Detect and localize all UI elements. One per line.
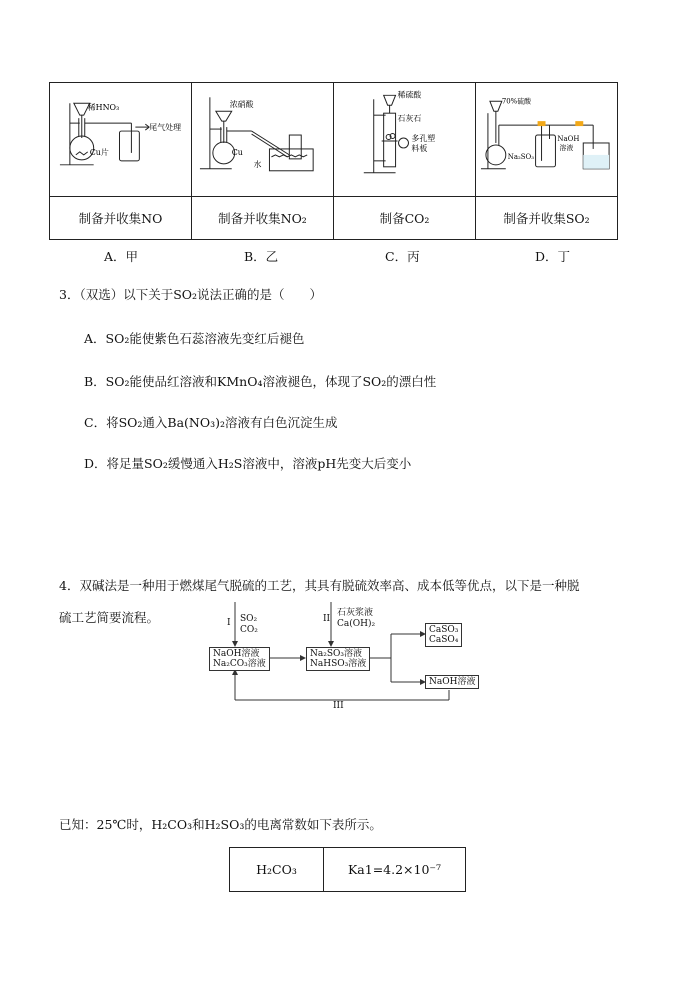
q4-line1: 4．双碱法是一种用于燃煤尾气脱硫的工艺，其具有脱硫效率高、成本低等优点，以下是一种脱 xyxy=(59,578,580,593)
known-text: 已知：25℃时，H₂CO₃和H₂SO₃的电离常数如下表所示。 xyxy=(59,817,382,832)
q4-line2: 硫工艺简要流程。 xyxy=(59,610,160,625)
flow-box2-line2: NaHSO₃溶液 xyxy=(310,659,367,669)
q3-choice-c: C．将SO₂通入Ba(NO₃)₂溶液有白色沉淀生成 xyxy=(84,415,338,430)
label-acid70: 70%硫酸 xyxy=(501,97,532,106)
flow-slurry1: 石灰浆液 xyxy=(337,608,374,618)
apparatus-ding-diagram xyxy=(476,83,617,196)
label-cu: Cu xyxy=(231,147,243,157)
apparatus-jia-diagram xyxy=(50,83,191,196)
apparatus-bing-diagram xyxy=(334,83,475,196)
apparatus-label-yi: 制备并收集NO₂ xyxy=(191,197,333,240)
option-b: B．乙 xyxy=(244,249,279,264)
label-dilute-hno3: 稀HNO₃ xyxy=(87,103,120,113)
flow-step1: I xyxy=(227,618,231,628)
flow-box-caso3-caso4 xyxy=(425,623,462,647)
flow-box3-line2: CaSO₄ xyxy=(429,635,459,645)
label-conc-hno3: 浓硝酸 xyxy=(229,100,254,110)
flow-box1-line1: NaOH溶液 xyxy=(213,649,260,659)
label-na2so3: Na₂SO₃ xyxy=(507,152,534,161)
apparatus-label-jia: 制备并收集NO xyxy=(50,197,192,240)
flow-box3-line1: CaSO₃ xyxy=(429,625,459,635)
option-c: C．丙 xyxy=(385,249,420,264)
label-plate2: 料板 xyxy=(411,143,428,153)
ka-acid-cell: H₂CO₃ xyxy=(230,848,324,892)
ka-table xyxy=(229,847,466,892)
label-water: 水 xyxy=(253,159,262,169)
apparatus-cell-jia xyxy=(50,83,192,197)
flow-gas1: SO₂ xyxy=(240,614,258,624)
apparatus-cell-yi xyxy=(191,83,333,197)
apparatus-table xyxy=(49,82,618,240)
flow-gas2: CO₂ xyxy=(240,625,258,635)
label-naoh: NaOH xyxy=(557,134,580,143)
flow-slurry2: Ca(OH)₂ xyxy=(337,619,376,629)
flow-box2-line1: Na₂SO₃溶液 xyxy=(310,649,363,659)
apparatus-cell-ding xyxy=(475,83,617,197)
flow-step3: III xyxy=(333,701,344,711)
ka-value-cell: Ka1=4.2×10⁻⁷ xyxy=(324,848,466,892)
label-dilute-h2so4: 稀硫酸 xyxy=(397,90,422,100)
label-naoh-soln: 溶液 xyxy=(559,143,574,152)
flow-box1-line2: Na₂CO₃溶液 xyxy=(213,659,266,669)
apparatus-cell-bing xyxy=(333,83,475,197)
apparatus-yi-diagram xyxy=(192,83,333,196)
option-a: A．甲 xyxy=(104,249,139,264)
label-tail-gas: 尾气处理 xyxy=(149,123,182,133)
q3-choice-b: B．SO₂能使品红溶液和KMnO₄溶液褪色，体现了SO₂的漂白性 xyxy=(84,374,437,389)
q3-stem: 3．（双选）以下关于SO₂说法正确的是（ ） xyxy=(59,287,323,302)
flow-step2: II xyxy=(323,614,331,624)
flow-box-na2so3-nahso3 xyxy=(306,647,370,671)
apparatus-label-ding: 制备并收集SO₂ xyxy=(475,197,617,240)
label-plate: 多孔塑 xyxy=(411,133,436,143)
q3-choice-d: D．将足量SO₂缓慢通入H₂S溶液中，溶液pH先变大后变小 xyxy=(84,456,412,471)
apparatus-label-bing: 制备CO₂ xyxy=(333,197,475,240)
option-d: D．丁 xyxy=(535,249,571,264)
flow-diagram xyxy=(205,600,485,712)
label-limestone: 石灰石 xyxy=(397,114,422,124)
flow-box-naoh-na2co3 xyxy=(209,647,270,671)
label-cu-sheet: Cu片 xyxy=(89,147,109,157)
q3-choice-a: A．SO₂能使紫色石蕊溶液先变红后褪色 xyxy=(84,331,305,346)
flow-box-naoh: NaOH溶液 xyxy=(425,675,479,689)
